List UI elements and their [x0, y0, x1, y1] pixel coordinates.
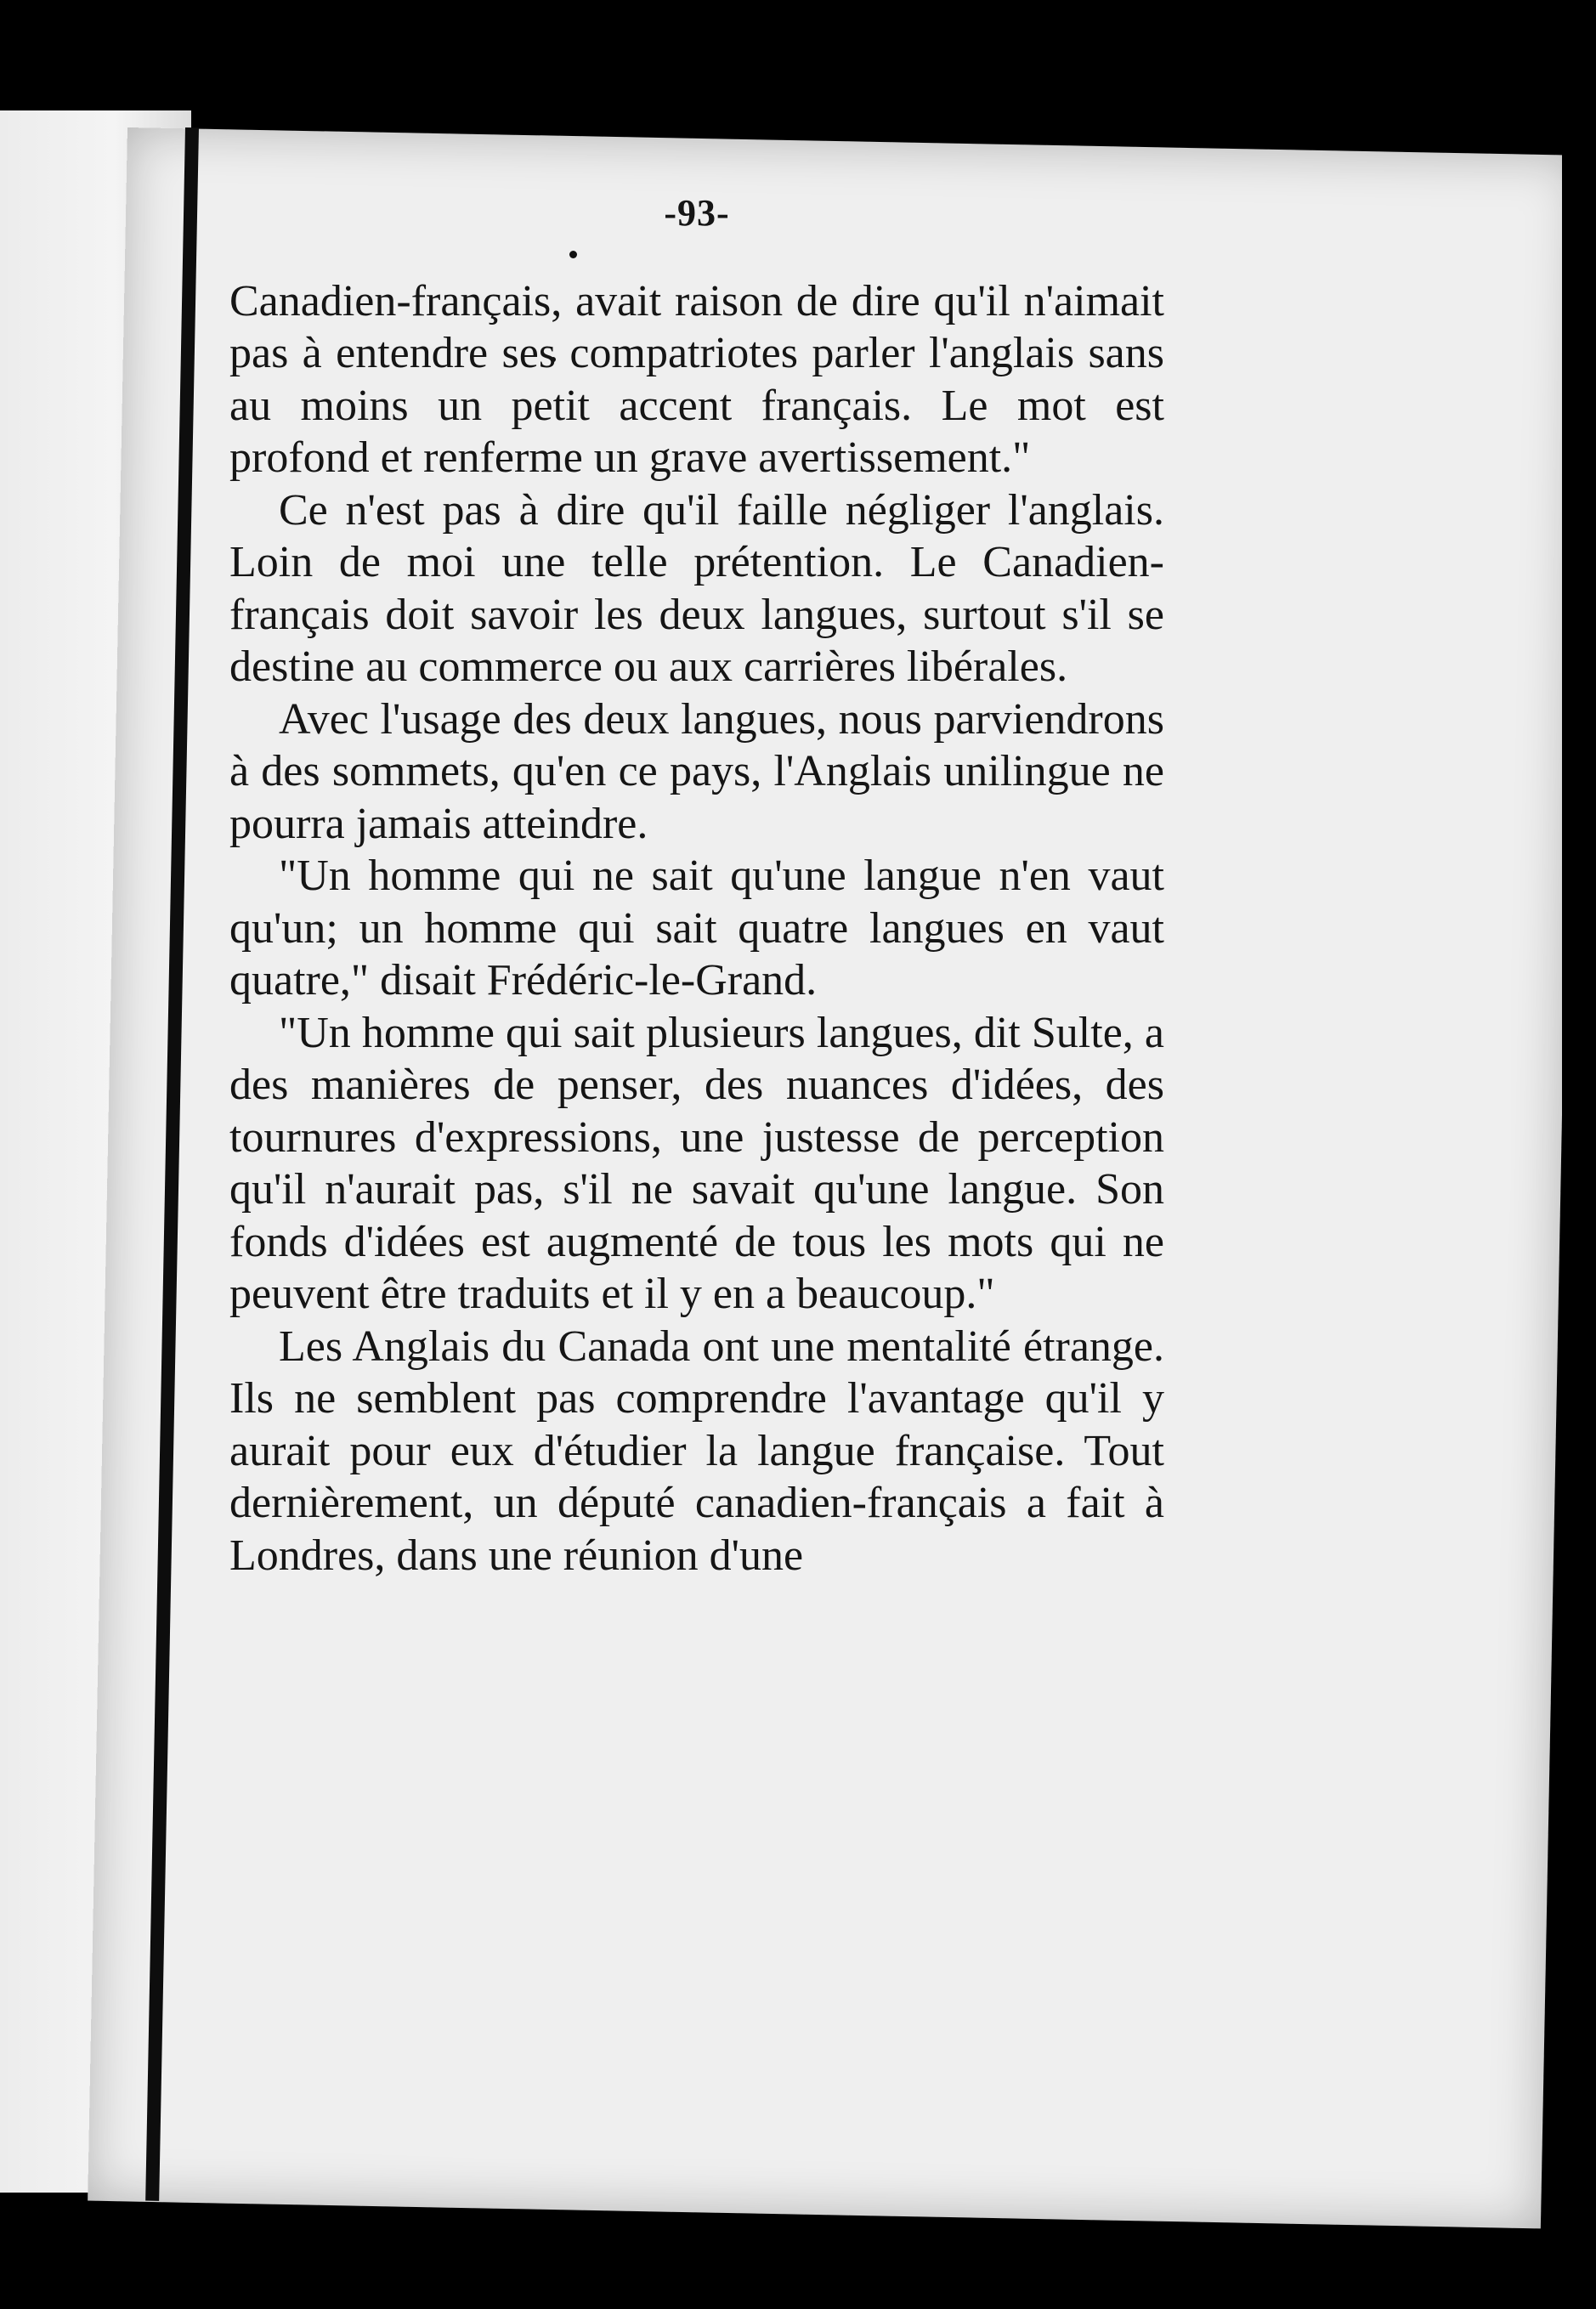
page-text: [229, 187, 1164, 1582]
paragraph: Ce n'est pas à dire qu'il faille négliger l'anglais. Loin de moi une telle prétention. Le Canadien-français doit savoir les deux langues, surtout s'il se destine au commerce ou aux carrières libérales.: [229, 485, 1164, 691]
paragraph: Canadien-français, avait raison de dire qu'il n'aimait pas à entendre ses compatriotes parler l'anglais sans au moins un petit accent français. Le mot est profond et renferme un grave avertissement.": [229, 276, 1164, 482]
paragraph: "Un homme qui ne sait qu'une langue n'en vaut qu'un; un homme qui sait quatre langues en vaut quatre," disait Frédéric-le-Grand.: [229, 852, 1164, 1005]
scan-border: [1562, 0, 1596, 2309]
page-number: -93-: [664, 192, 730, 234]
paragraph: "Un homme qui sait plusieurs langues, dit Sulte, a des manières de penser, des nuances d'idées, des tournures d'expressions, une justesse de perception qu'il n'aurait pas, s'il ne savait qu'une langue. Son fonds d'idées est augmenté de tous les mots qui ne peuvent être traduits et il y en a beaucoup.": [229, 1008, 1164, 1318]
paragraph: Les Anglais du Canada ont une mentalité étrange. Ils ne semblent pas comprendre l'avantage qu'il y aurait pour eux d'étudier la langue française. Tout dernièrement, un député canadien-français a fait à Londres, dans une réunion d'une: [229, 1321, 1164, 1580]
paragraph: Avec l'usage des deux langues, nous parviendrons à des sommets, qu'en ce pays, l'Anglais unilingue ne pourra jamais atteindre.: [229, 694, 1164, 848]
